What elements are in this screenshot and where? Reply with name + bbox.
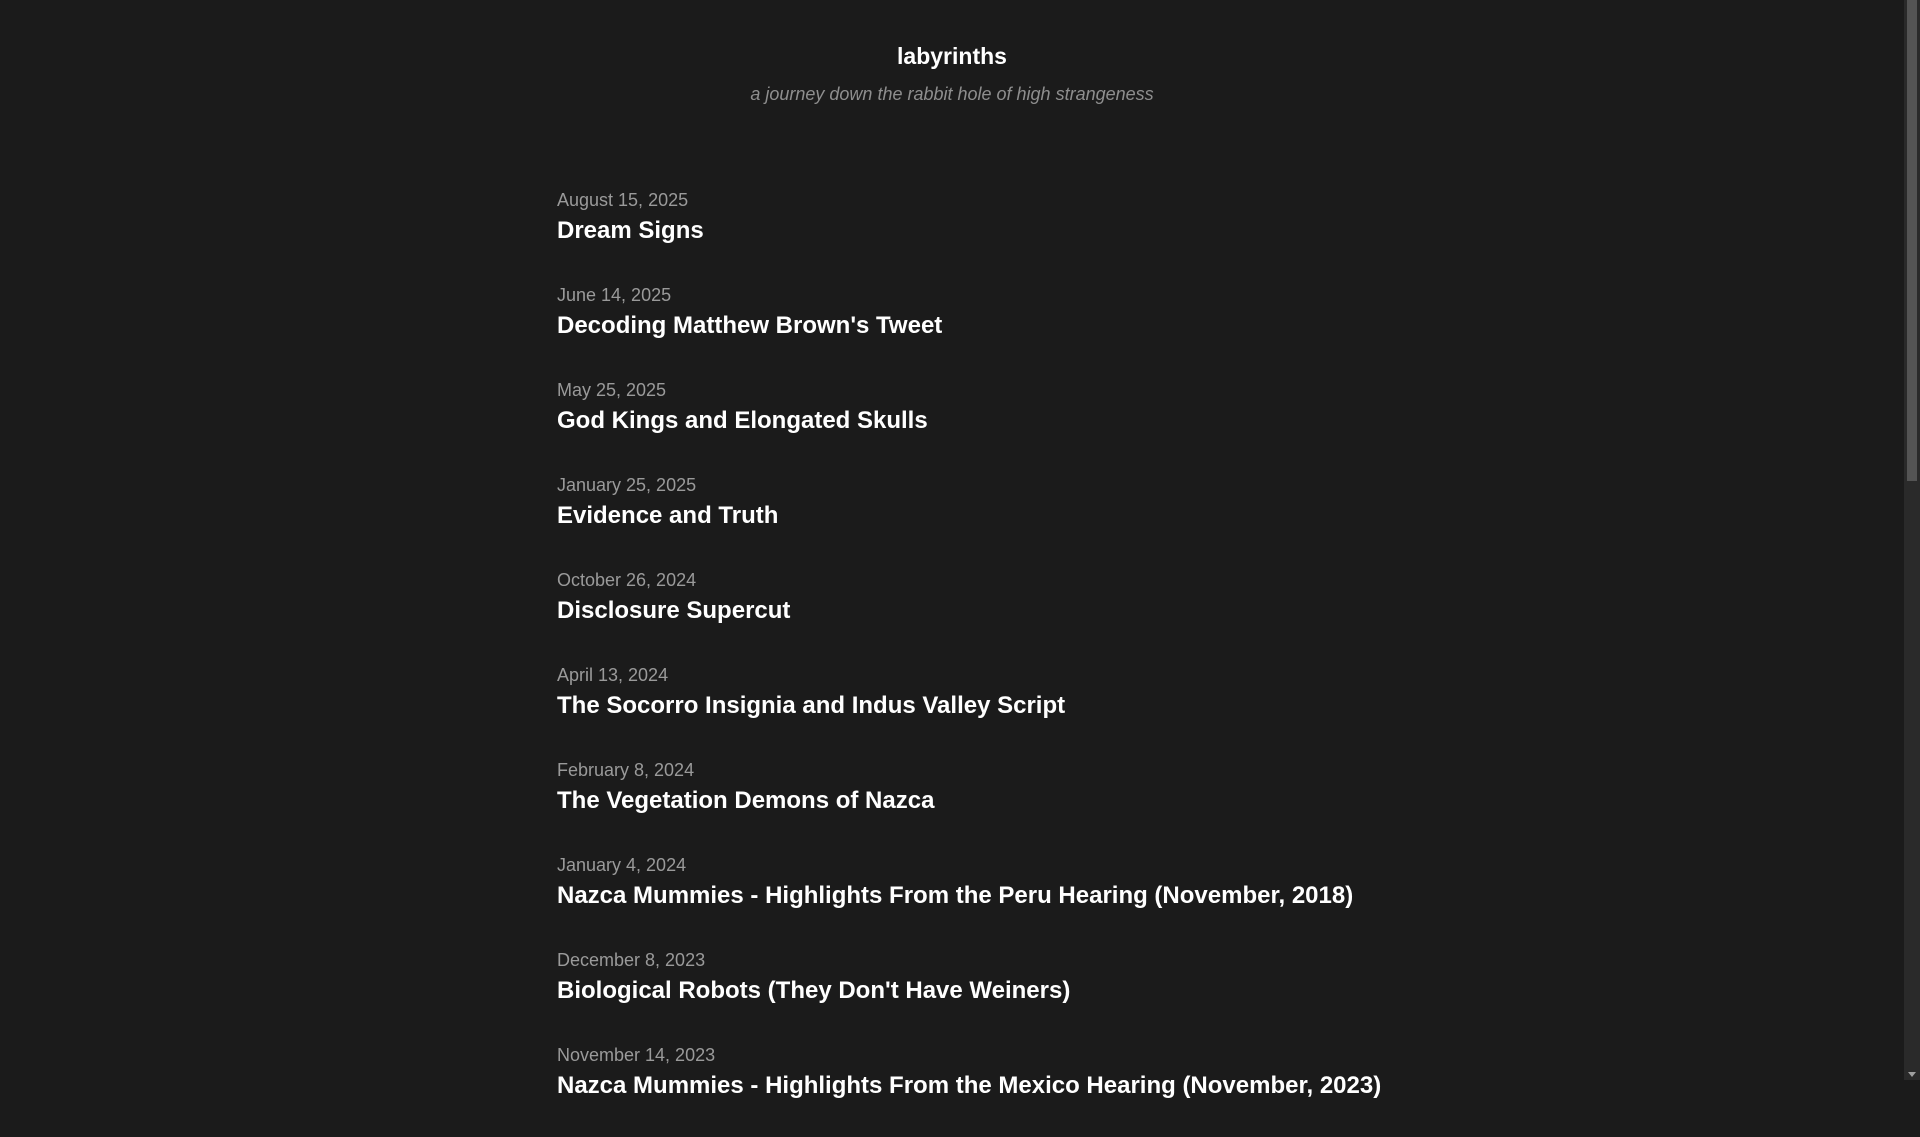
post-date: June 14, 2025	[557, 285, 672, 305]
post-title-link[interactable]: Nazca Mummies - Highlights From the Peru Hearing (November, 2018)	[557, 882, 1354, 909]
post-date: December 8, 2023	[557, 950, 706, 970]
post-title-link[interactable]: Decoding Matthew Brown's Tweet	[557, 312, 943, 339]
post-title-link[interactable]: Dream Signs	[557, 217, 704, 244]
post-title-link[interactable]: Biological Robots (They Don't Have Weiners)	[557, 977, 1071, 1004]
post-date: May 25, 2025	[557, 380, 667, 400]
post-title-link[interactable]: Evidence and Truth	[557, 502, 779, 529]
post-item	[557, 947, 1557, 1042]
post-title-link[interactable]: The Socorro Insignia and Indus Valley Script	[557, 692, 1066, 719]
site-title-link[interactable]: labyrinths	[897, 43, 1007, 69]
post-item	[557, 377, 1557, 472]
post-date: February 8, 2024	[557, 760, 695, 780]
post-date: April 13, 2024	[557, 665, 669, 685]
post-item	[557, 567, 1557, 662]
post-item	[557, 852, 1557, 947]
post-item	[557, 282, 1557, 377]
site-header	[0, 40, 1904, 107]
site-tagline: a journey down the rabbit hole of high strangeness	[750, 84, 1154, 104]
post-title-link[interactable]: Nazca Mummies - Highlights From the Mexico Hearing (November, 2023)	[557, 1072, 1382, 1099]
post-title-link[interactable]: The Vegetation Demons of Nazca	[557, 787, 935, 814]
post-item	[557, 757, 1557, 852]
post-date: November 14, 2023	[557, 1045, 716, 1065]
scroll-down-arrow-icon[interactable]	[1908, 1072, 1916, 1077]
post-date: January 4, 2024	[557, 855, 687, 875]
post-list	[557, 187, 1557, 1137]
post-title-link[interactable]: Disclosure Supercut	[557, 597, 791, 624]
post-title-link[interactable]: God Kings and Elongated Skulls	[557, 407, 928, 434]
post-item	[557, 472, 1557, 567]
post-date: January 25, 2025	[557, 475, 697, 495]
post-item	[557, 187, 1557, 282]
post-item	[557, 662, 1557, 757]
post-item	[557, 1042, 1557, 1137]
vertical-scrollbar[interactable]	[1904, 0, 1920, 1080]
post-date: August 15, 2025	[557, 190, 689, 210]
scrollbar-thumb[interactable]	[1907, 0, 1917, 481]
post-date: October 26, 2024	[557, 570, 697, 590]
